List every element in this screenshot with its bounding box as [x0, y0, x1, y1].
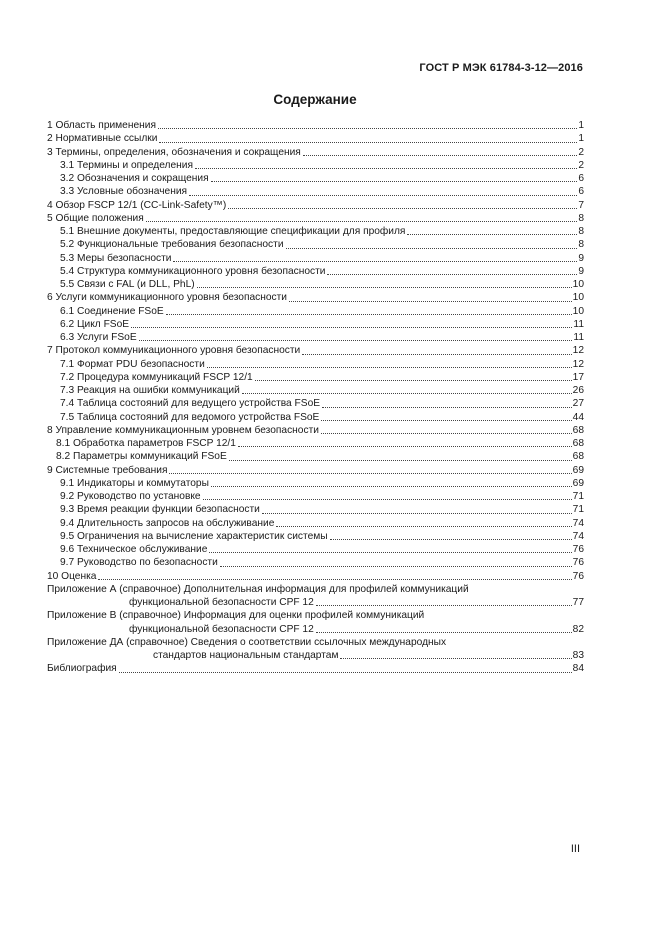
toc-entry-page: 1 [578, 120, 584, 131]
dot-leader [211, 477, 572, 487]
toc-entry-title: 5.4 Структура коммуникационного уровня безопасности [47, 265, 327, 278]
dot-leader [203, 490, 572, 500]
dot-leader [207, 358, 572, 368]
toc-entry[interactable] [47, 543, 584, 556]
toc-entry-page: 8 [578, 212, 584, 224]
toc-entry-page: 2 [578, 146, 584, 158]
bibliography-entry[interactable] [47, 662, 584, 675]
toc-entry[interactable] [47, 265, 584, 278]
toc-entry[interactable] [47, 517, 584, 530]
toc-entry[interactable] [47, 503, 584, 516]
toc-entry-page: 69 [572, 464, 584, 476]
dot-leader [322, 397, 572, 407]
toc-entry[interactable] [47, 384, 584, 397]
dot-leader [228, 199, 577, 209]
toc-entry-title: 9 Системные требования [47, 464, 168, 476]
toc-entry-page: 10 [572, 279, 584, 290]
toc-entry[interactable] [47, 119, 584, 132]
dot-leader [158, 119, 577, 129]
dot-leader [302, 344, 571, 354]
toc-entry-page: 17 [572, 371, 584, 383]
toc-entry[interactable] [47, 238, 584, 251]
toc-entry-page: 9 [578, 265, 584, 277]
dot-leader [195, 159, 577, 169]
dot-leader [289, 291, 572, 301]
toc-entry[interactable] [47, 397, 584, 410]
toc-entry-page: 7 [578, 199, 584, 211]
toc-entry[interactable] [47, 464, 584, 477]
dot-leader [276, 517, 571, 527]
appendix-entry[interactable] [47, 623, 584, 636]
toc-entry-page: 1 [578, 133, 584, 145]
appendix-entry[interactable] [47, 649, 584, 662]
toc-entry-title: Библиография [47, 663, 117, 675]
toc-entry-title: 7 Протокол коммуникационного уровня безопасности [47, 345, 301, 357]
dot-leader [321, 424, 572, 434]
dot-leader [197, 278, 572, 288]
appendix-title-line[interactable] [47, 609, 584, 622]
toc-entry-page: 6 [578, 173, 584, 184]
toc-entry-page: 77 [572, 597, 584, 608]
toc-entry[interactable] [47, 424, 584, 437]
toc-entry[interactable] [47, 371, 584, 384]
dot-leader [321, 411, 571, 421]
toc-entry[interactable] [47, 450, 584, 463]
toc-entry-title: 9.6 Техническое обслуживание [47, 543, 209, 556]
toc-entry-title: 5.5 Связи с FAL (и DLL, PhL) [47, 278, 197, 291]
dot-leader [220, 556, 572, 566]
toc-entry-title: 9.3 Время реакции функции безопасности [47, 503, 262, 516]
toc-entry-page: 8 [578, 239, 584, 251]
toc-entry-title: функциональной безопасности CPF 12 [47, 623, 316, 636]
appendix-entry[interactable] [47, 596, 584, 609]
dot-leader [330, 530, 572, 540]
toc-entry-page: 11 [573, 332, 584, 343]
dot-leader [286, 238, 578, 248]
toc-entry-page: 83 [572, 650, 584, 661]
toc-entry[interactable] [47, 358, 584, 371]
toc-entry-title: 5.2 Функциональные требования безопасности [47, 238, 286, 251]
dot-leader [327, 265, 577, 275]
appendix-title: Приложение ДА (справочное) Сведения о соответствии ссылочных международных [47, 636, 447, 648]
toc-entry[interactable] [47, 132, 584, 145]
toc-entry-title: 7.1 Формат PDU безопасности [47, 358, 207, 371]
toc-entry-page: 6 [578, 186, 584, 198]
toc-entry-page: 10 [572, 305, 584, 317]
toc-entry[interactable] [47, 252, 584, 265]
toc-entry-page: 2 [578, 159, 584, 171]
toc-entry[interactable] [47, 570, 584, 583]
toc-entry-page: 69 [572, 477, 584, 489]
toc-entry[interactable] [47, 477, 584, 490]
appendix-title-line[interactable] [47, 636, 584, 649]
toc-title: Содержание [273, 92, 357, 107]
toc-entry[interactable] [47, 199, 584, 212]
toc-entry[interactable] [47, 411, 584, 424]
toc-entry[interactable] [47, 146, 584, 159]
toc-entry-title: 9.1 Индикаторы и коммутаторы [47, 477, 211, 490]
toc-entry-title: 9.2 Руководство по установке [47, 490, 203, 503]
dot-leader [242, 384, 572, 394]
toc-entry-title: 10 Оценка [47, 570, 97, 582]
toc-entry[interactable] [47, 159, 584, 172]
toc-entry-title: 2 Нормативные ссылки [47, 133, 158, 145]
dot-leader [262, 503, 572, 513]
toc-entry-page: 71 [572, 504, 584, 516]
toc-entry-title: функциональной безопасности CPF 12 [47, 596, 316, 609]
toc-entry-page: 9 [578, 252, 584, 264]
appendix-title: Приложение А (справочное) Дополнительная информация для профилей коммуникаций [47, 583, 469, 595]
toc-entry-title: 5 Общие положения [47, 212, 144, 224]
toc-entry-page: 74 [572, 517, 584, 529]
appendix-title-line[interactable] [47, 583, 584, 596]
toc-entry-title: стандартов национальным стандартам [47, 649, 340, 662]
dot-leader [238, 437, 572, 447]
toc-entry-page: 76 [572, 570, 584, 582]
toc-entry-page: 44 [572, 411, 584, 423]
toc-entry-title: 7.5 Таблица состояний для ведомого устройства FSoE [47, 411, 321, 424]
page-number: III [570, 843, 580, 855]
toc-entry-title: 7.2 Процедура коммуникаций FSCP 12/1 [47, 371, 255, 384]
dot-leader [303, 146, 578, 156]
toc-entry-title: 6 Услуги коммуникационного уровня безопасности [47, 292, 287, 304]
dot-leader [316, 596, 572, 606]
toc-entry-title: 4 Обзор FSCP 12/1 (CC-Link-Safety™) [47, 199, 227, 211]
toc-entry-title: 3.2 Обозначения и сокращения [47, 172, 211, 185]
toc-entry-page: 84 [572, 663, 584, 675]
toc-entry-page: 74 [572, 530, 584, 542]
toc-entry[interactable] [47, 185, 584, 198]
toc-entry-title: 3.3 Условные обозначения [47, 185, 189, 198]
toc-entry[interactable] [47, 318, 584, 331]
toc-entry[interactable] [47, 212, 584, 225]
toc-entry-title: 7.4 Таблица состояний для ведущего устройства FSoE [47, 397, 322, 410]
toc-entry[interactable] [47, 331, 584, 344]
toc-entry[interactable] [47, 278, 584, 291]
dot-leader [209, 543, 571, 553]
dot-leader [139, 331, 573, 341]
toc-entry-page: 8 [578, 226, 584, 237]
toc-entry-title: 7.3 Реакция на ошибки коммуникаций [47, 384, 242, 397]
toc-entry-page: 68 [572, 451, 584, 463]
toc-entry[interactable] [47, 490, 584, 503]
toc-entry-title: 8 Управление коммуникационным уровнем безопасности [47, 424, 319, 436]
dot-leader [255, 371, 572, 381]
dot-leader [407, 225, 577, 235]
dot-leader [159, 132, 577, 142]
toc-entry-title: 6.2 Цикл FSoE [47, 318, 131, 331]
dot-leader [340, 649, 571, 659]
toc-entry-title: 9.4 Длительность запросов на обслуживание [47, 517, 276, 530]
toc-entry-title: 9.5 Ограничения на вычисление характеристик системы [47, 530, 330, 543]
toc-entry-title: 6.1 Соединение FSoE [47, 305, 166, 318]
dot-leader [146, 212, 578, 222]
toc-entry-page: 12 [572, 358, 584, 370]
toc-entry[interactable] [47, 291, 584, 304]
dot-leader [189, 185, 577, 195]
dot-leader [169, 464, 571, 474]
toc-entry-title: 3 Термины, определения, обозначения и сокращения [47, 146, 301, 158]
document-header: ГОСТ Р МЭК 61784-3-12—2016 [419, 62, 583, 74]
toc-entry-page: 76 [572, 557, 584, 569]
appendix-title: Приложение В (справочное) Информация для оценки профилей коммуникаций [47, 610, 425, 622]
toc-entry[interactable] [47, 172, 584, 185]
toc-entry-page: 68 [572, 424, 584, 436]
dot-leader [98, 570, 571, 580]
toc-entry[interactable] [47, 437, 584, 450]
toc-entry-page: 10 [572, 292, 584, 304]
dot-leader [131, 318, 572, 328]
toc-entry[interactable] [47, 305, 584, 318]
dot-leader [229, 450, 572, 460]
toc-entry-title: 3.1 Термины и определения [47, 159, 195, 172]
toc-entry-page: 12 [572, 345, 584, 357]
toc-entry-title: 8.2 Параметры коммуникаций FSoE [47, 450, 229, 463]
toc-entry-page: 11 [573, 318, 584, 330]
toc-entry-title: 5.1 Внешние документы, предоставляющие спецификации для профиля [47, 225, 407, 238]
dot-leader [316, 623, 572, 633]
dot-leader [173, 252, 577, 262]
toc-entry-page: 27 [572, 398, 584, 410]
toc-entry-title: 6.3 Услуги FSoE [47, 331, 139, 344]
toc-entry-title: 9.7 Руководство по безопасности [47, 556, 220, 569]
toc-entry-page: 71 [572, 491, 584, 502]
toc-entry-title: 1 Область применения [47, 120, 156, 131]
table-of-contents [47, 119, 584, 676]
toc-entry[interactable] [47, 344, 584, 357]
toc-entry-page: 68 [572, 438, 584, 449]
toc-entry-page: 76 [572, 544, 584, 555]
toc-entry[interactable] [47, 530, 584, 543]
dot-leader [166, 305, 572, 315]
toc-entry-page: 82 [572, 623, 584, 635]
toc-entry[interactable] [47, 225, 584, 238]
dot-leader [211, 172, 578, 182]
toc-entry[interactable] [47, 556, 584, 569]
toc-entry-title: 8.1 Обработка параметров FSCP 12/1 [47, 437, 238, 450]
toc-entry-page: 26 [572, 385, 584, 396]
dot-leader [119, 662, 572, 672]
toc-entry-title: 5.3 Меры безопасности [47, 252, 173, 265]
